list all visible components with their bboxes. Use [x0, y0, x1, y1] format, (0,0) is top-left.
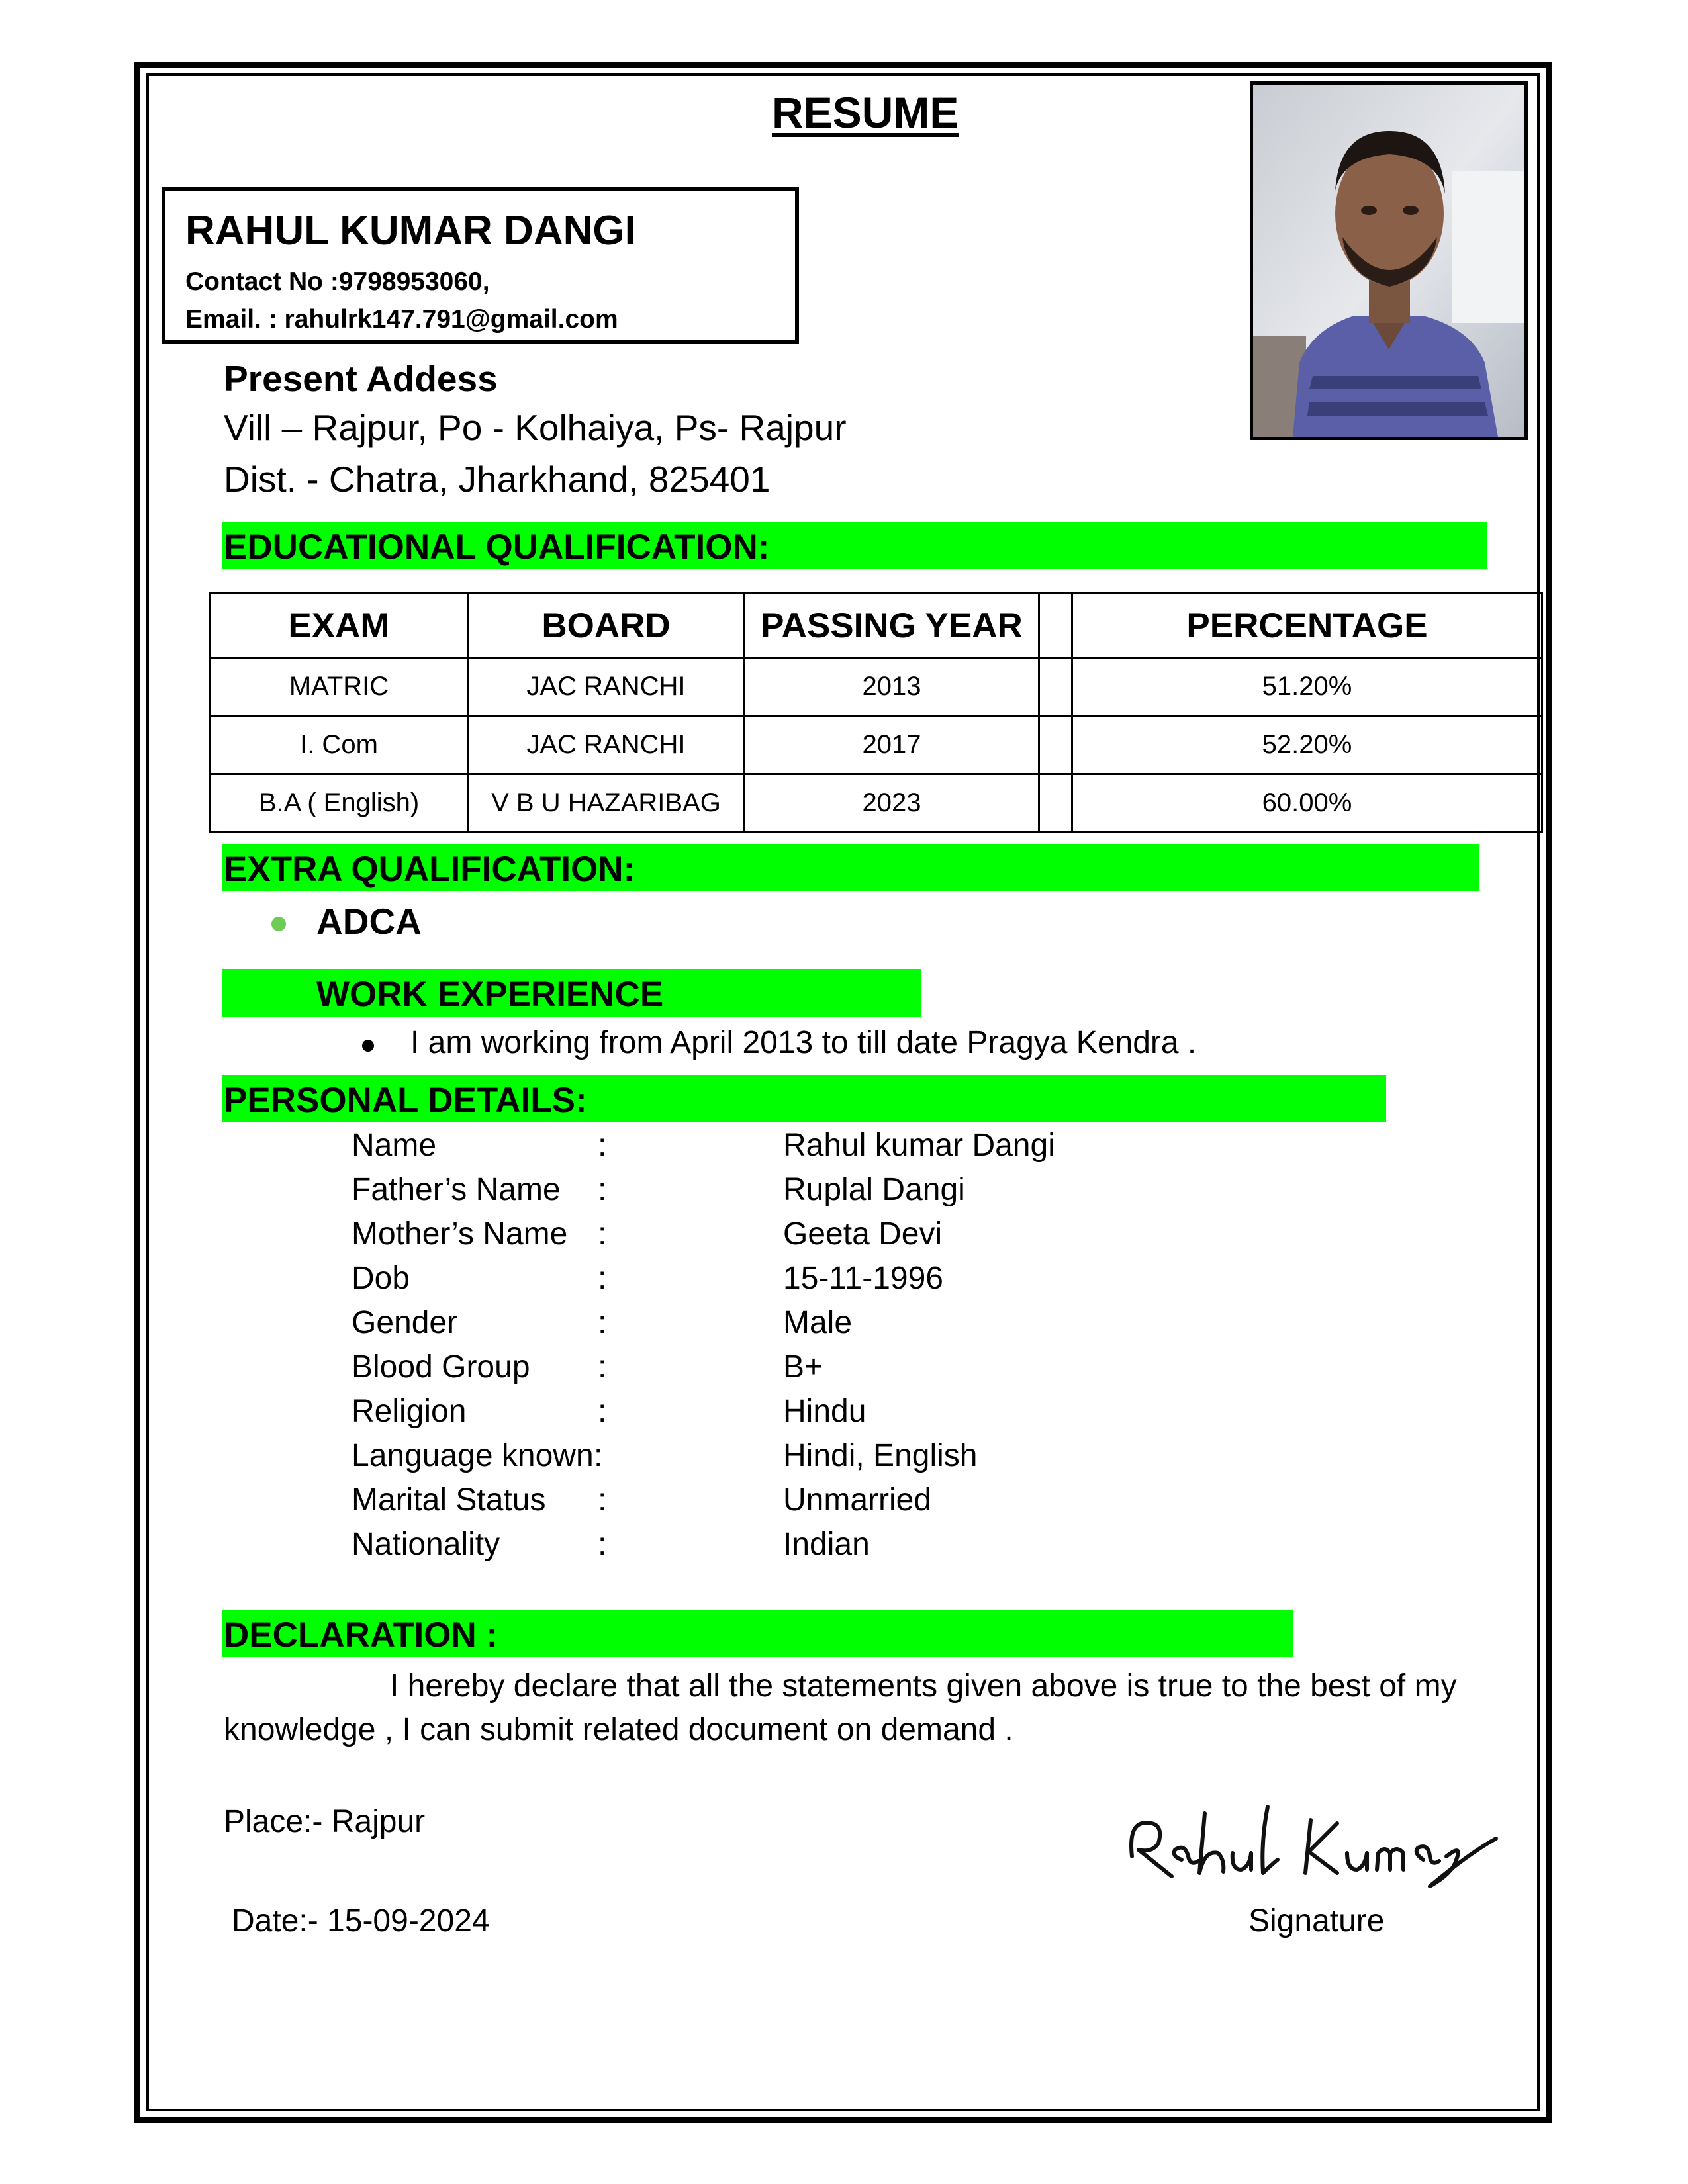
personal-section-heading: PERSONAL DETAILS: — [224, 1081, 587, 1120]
date-field: Date:- 15-09-2024 — [232, 1903, 490, 1938]
signature-label: Signature — [1248, 1903, 1385, 1938]
detail-label-language: Language known — [352, 1438, 594, 1473]
candidate-name: RAHUL KUMAR DANGI — [185, 208, 636, 253]
table-header-percentage: PERCENTAGE — [1072, 594, 1542, 658]
detail-value-language: Hindi, English — [783, 1438, 978, 1473]
education-table-header-row — [211, 594, 1542, 658]
email-address: Email. : rahulrk147.791@gmail.com — [185, 305, 618, 334]
table-cell-year: 2017 — [745, 716, 1039, 774]
table-cell-board: V B U HAZARIBAG — [468, 774, 745, 833]
detail-label-nationality: Nationality — [352, 1527, 500, 1562]
detail-value-mother: Geeta Devi — [783, 1216, 943, 1251]
place-field: Place:- Rajpur — [224, 1804, 426, 1839]
detail-label-dob: Dob — [352, 1261, 410, 1296]
declaration-text-line-1: I hereby declare that all the statements given above is true to the best of my — [390, 1668, 1457, 1704]
detail-colon: : — [598, 1172, 607, 1207]
declaration-text-line-2: knowledge , I can submit related document on demand . — [224, 1712, 1013, 1747]
detail-colon: : — [598, 1482, 607, 1518]
resume-title: RESUME — [772, 88, 959, 137]
detail-colon: : — [598, 1394, 607, 1429]
detail-value-name: Rahul kumar Dangi — [783, 1128, 1055, 1163]
education-table — [209, 592, 1543, 833]
extra-qualification-item: ADCA — [316, 901, 422, 942]
table-row — [211, 774, 1542, 833]
handwritten-signature — [1119, 1787, 1503, 1899]
detail-value-religion: Hindu — [783, 1394, 867, 1429]
table-header-passing-year: PASSING YEAR — [745, 594, 1039, 658]
table-row — [211, 716, 1542, 774]
table-cell-board: JAC RANCHI — [468, 716, 745, 774]
table-cell-year: 2023 — [745, 774, 1039, 833]
detail-label-marital-status: Marital Status — [352, 1482, 546, 1518]
table-cell-percentage: 51.20% — [1072, 658, 1542, 716]
detail-colon: : — [598, 1349, 607, 1385]
table-cell-percentage: 60.00% — [1072, 774, 1542, 833]
detail-colon: : — [598, 1216, 607, 1251]
bullet-icon — [271, 917, 286, 931]
table-cell-exam: MATRIC — [211, 658, 468, 716]
table-header-spacer — [1039, 594, 1072, 658]
detail-value-nationality: Indian — [783, 1527, 870, 1562]
profile-photo — [1250, 81, 1528, 440]
work-experience-item: I am working from April 2013 to till date Pragya Kendra . — [410, 1025, 1197, 1060]
detail-label-mother: Mother’s Name — [352, 1216, 568, 1251]
address-heading: Present Addess — [224, 358, 498, 399]
table-header-board: BOARD — [468, 594, 745, 658]
table-cell-spacer — [1039, 716, 1072, 774]
name-contact-box — [162, 187, 799, 344]
extra-section-heading: EXTRA QUALIFICATION: — [224, 850, 635, 889]
detail-colon: : — [598, 1527, 607, 1562]
detail-label-gender: Gender — [352, 1305, 458, 1340]
contact-number: Contact No :9798953060, — [185, 267, 490, 296]
table-cell-spacer — [1039, 774, 1072, 833]
table-cell-percentage: 52.20% — [1072, 716, 1542, 774]
detail-value-marital-status: Unmarried — [783, 1482, 932, 1518]
table-row — [211, 658, 1542, 716]
table-cell-board: JAC RANCHI — [468, 658, 745, 716]
table-cell-spacer — [1039, 658, 1072, 716]
detail-value-father: Ruplal Dangi — [783, 1172, 965, 1207]
work-section-heading: WORK EXPERIENCE — [316, 975, 664, 1014]
detail-colon: : — [598, 1261, 607, 1296]
table-cell-year: 2013 — [745, 658, 1039, 716]
detail-label-name: Name — [352, 1128, 437, 1163]
address-line-2: Dist. - Chatra, Jharkhand, 825401 — [224, 459, 771, 500]
detail-colon: : — [594, 1438, 603, 1473]
detail-value-dob: 15-11-1996 — [783, 1261, 943, 1296]
detail-label-religion: Religion — [352, 1394, 467, 1429]
detail-label-blood-group: Blood Group — [352, 1349, 530, 1385]
bullet-icon — [362, 1040, 374, 1052]
table-cell-exam: I. Com — [211, 716, 468, 774]
table-header-exam: EXAM — [211, 594, 468, 658]
detail-colon: : — [598, 1128, 607, 1163]
declaration-section-heading: DECLARATION : — [224, 1615, 498, 1655]
education-section-heading: EDUCATIONAL QUALIFICATION: — [224, 527, 770, 567]
address-line-1: Vill – Rajpur, Po - Kolhaiya, Ps- Rajpur — [224, 407, 847, 448]
detail-value-gender: Male — [783, 1305, 853, 1340]
detail-label-father: Father’s Name — [352, 1172, 561, 1207]
detail-colon: : — [598, 1305, 607, 1340]
detail-value-blood-group: B+ — [783, 1349, 823, 1385]
table-cell-exam: B.A ( English) — [211, 774, 468, 833]
